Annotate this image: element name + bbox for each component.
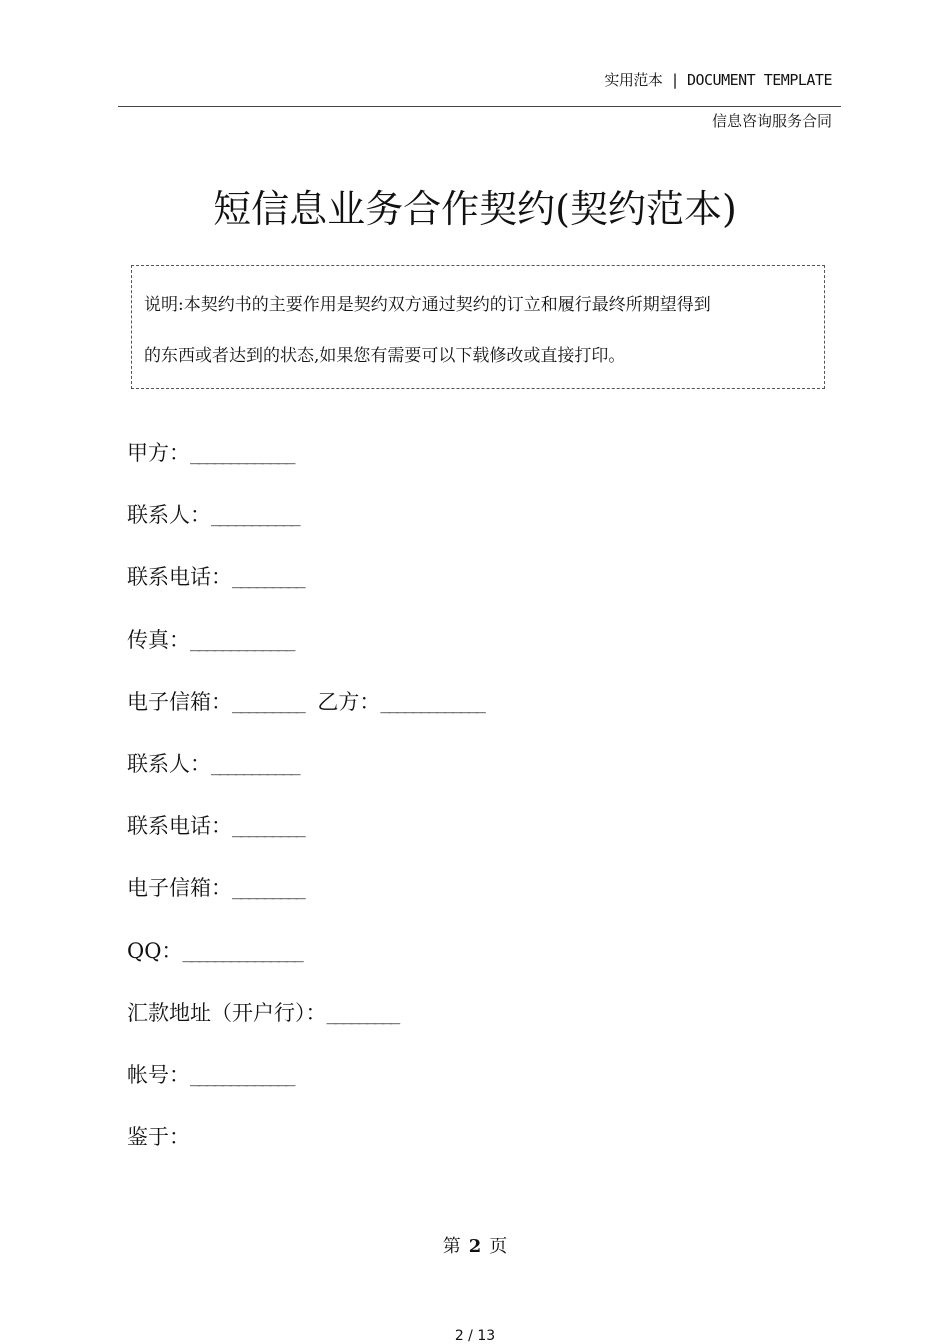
header-template-label: DOCUMENT TEMPLATE (686, 71, 832, 89)
field-whereas (127, 1114, 827, 1176)
field-fax-a (127, 617, 827, 679)
field-blank[interactable]: _________ (232, 693, 304, 714)
note-line-1: 说明:本契约书的主要作用是契约双方通过契约的订立和履行最终所期望得到 (144, 295, 711, 315)
page-number-value: 2 (468, 1236, 482, 1257)
field-label: 传真： (127, 627, 190, 652)
field-label: 甲方： (127, 441, 190, 465)
field-remit-address (127, 990, 827, 1052)
field-contact-a (127, 492, 827, 554)
header-doc-category: 信息咨询服务合同 (711, 112, 832, 130)
field-phone-a (127, 554, 827, 616)
field-label-party-b: 乙方： (317, 689, 381, 714)
field-blank[interactable]: _________ (326, 1004, 398, 1025)
contract-fields (127, 430, 827, 1176)
field-blank[interactable]: _________ (232, 880, 304, 901)
note-box (131, 265, 825, 389)
field-label: 电子信箱： (127, 876, 232, 901)
page-number (0, 1232, 950, 1258)
page-title: 短信息业务合作契约(契约范本) (213, 187, 737, 231)
field-party-a (127, 430, 827, 492)
field-label: QQ： (127, 938, 183, 963)
field-qq-b (127, 928, 827, 990)
field-label: 鉴于： (127, 1125, 190, 1150)
field-blank[interactable]: ___________ (211, 507, 299, 528)
field-account (127, 1052, 827, 1114)
page-count: 2 / 13 (454, 1328, 496, 1344)
field-phone-b (127, 803, 827, 865)
field-label: 联系电话： (127, 814, 232, 839)
field-blank[interactable]: _________ (232, 818, 304, 839)
header-divider (118, 106, 841, 107)
field-blank[interactable]: _________ (232, 569, 304, 590)
page-suffix: 页 (489, 1236, 508, 1257)
field-blank[interactable]: _____________ (190, 1066, 294, 1087)
page-prefix: 第 (442, 1236, 461, 1257)
note-line-2: 的东西或者达到的状态,如果您有需要可以下载修改或直接打印。 (144, 346, 626, 366)
header-brand-line (604, 69, 832, 90)
field-blank[interactable]: _____________ (190, 445, 294, 465)
field-email-a-party-b (127, 679, 827, 741)
field-blank[interactable]: ___________ (211, 755, 299, 776)
header-brand: 实用范本 (604, 71, 663, 89)
field-label: 联系电话： (127, 565, 232, 590)
header-separator: | (670, 71, 679, 89)
field-label: 帐号： (127, 1062, 190, 1087)
field-contact-b (127, 741, 827, 803)
field-label: 电子信箱： (127, 689, 232, 714)
field-label: 联系人： (127, 503, 211, 528)
field-blank[interactable]: _______________ (182, 942, 302, 963)
field-label: 汇款地址（开户行）： (127, 1000, 327, 1025)
field-email-b (127, 865, 827, 927)
field-label: 联系人： (127, 751, 211, 776)
field-blank[interactable]: _____________ (190, 631, 294, 652)
field-blank-party-b[interactable]: _____________ (380, 693, 484, 714)
